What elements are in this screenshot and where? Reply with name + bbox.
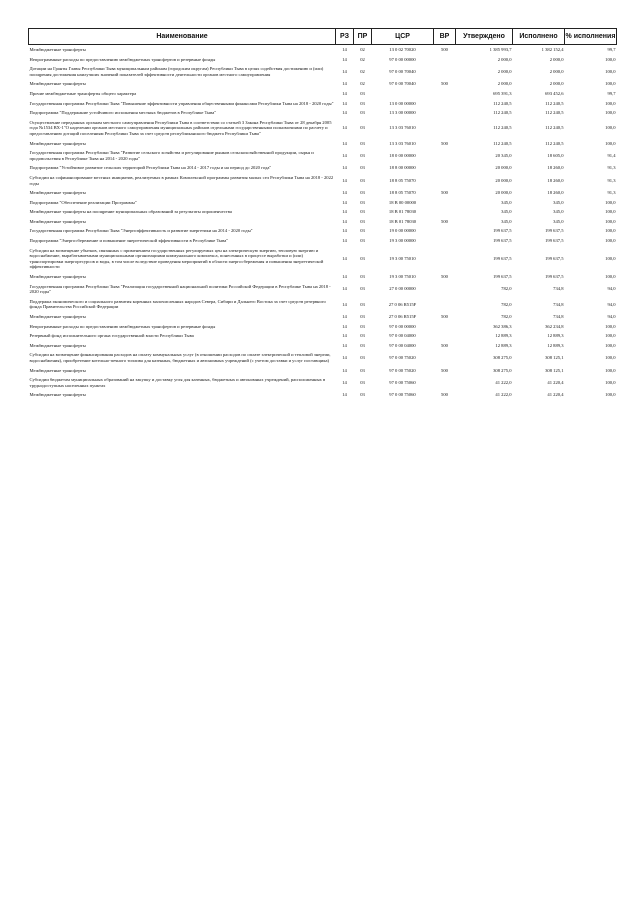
cell-executed: 308 125,1 bbox=[545, 355, 564, 361]
cell-vr bbox=[434, 350, 456, 365]
table-row bbox=[29, 236, 617, 246]
cell-csr: 97 0 00 04000 bbox=[389, 333, 416, 339]
cell-rz: 14 bbox=[342, 256, 347, 262]
cell-vr bbox=[434, 331, 456, 341]
cell-approved: 20 345,0 bbox=[495, 152, 512, 158]
cell-executed: 112 240,5 bbox=[545, 100, 564, 106]
cell-csr: 13 3 03 76010 bbox=[389, 140, 416, 146]
cell-approved: 2 000,0 bbox=[497, 81, 512, 87]
cell-rz: 14 bbox=[342, 367, 347, 373]
cell-executed: 199 637,5 bbox=[545, 238, 564, 244]
cell-vr bbox=[434, 64, 456, 79]
cell-csr: 18 8 05 75070 bbox=[389, 190, 416, 196]
cell-approved: 41 222,0 bbox=[495, 379, 512, 385]
cell-name: Межбюджетные трансферты bbox=[29, 190, 86, 196]
cell-csr: 18 8 00 00000 bbox=[389, 165, 416, 171]
cell-percent: 91,3 bbox=[607, 177, 616, 183]
cell-name: Подпрограмма "Устойчивое развитие сельских территорий Республики Тыва на 2014 - 2017 годы и на период до 2020 года" bbox=[29, 165, 272, 171]
cell-name: Государственная программа Республики Тыва "Повышение эффективности управления общественными финансами Республики Тыва на 2018 - 2020 годы" bbox=[29, 100, 334, 106]
cell-name: Субсидии на возмещение финансирования расходов на оплату коммунальных услуг (в отношении расходов по оплате электрической и тепловой энергии, водоснабжения), приобретение котельно-печного топлива для казенных, бюджетных и автономных учреждений (с учетом доставки и услуг поставщика) bbox=[29, 352, 331, 363]
table-row bbox=[29, 89, 617, 99]
cell-approved: 345,0 bbox=[501, 218, 512, 224]
cell-rz: 14 bbox=[342, 228, 347, 234]
table-row bbox=[29, 99, 617, 109]
cell-executed: 112 240,5 bbox=[545, 110, 564, 116]
cell-pr: 03 bbox=[360, 100, 365, 106]
cell-rz: 14 bbox=[342, 90, 347, 96]
cell-executed: 199 637,5 bbox=[545, 256, 564, 262]
cell-vr: 500 bbox=[441, 314, 448, 319]
cell-pr: 02 bbox=[360, 81, 365, 87]
cell-percent: 91,3 bbox=[607, 190, 616, 196]
cell-approved: 199 637,5 bbox=[493, 274, 512, 280]
cell-csr: 13 0 02 70020 bbox=[389, 47, 416, 52]
table-row bbox=[29, 188, 617, 198]
cell-csr: 18 В 00 00000 bbox=[388, 199, 417, 205]
cell-percent: 94,0 bbox=[607, 286, 616, 292]
cell-name: Подпрограмма "Обеспечение реализации Программы" bbox=[29, 199, 137, 205]
cell-name: Межбюджетные трансферты bbox=[29, 314, 86, 319]
cell-vr bbox=[434, 163, 456, 173]
cell-approved: 2 000,0 bbox=[497, 56, 512, 62]
cell-name: Межбюджетные трансферты bbox=[29, 140, 86, 146]
cell-pr: 02 bbox=[360, 47, 365, 52]
cell-vr bbox=[434, 148, 456, 163]
table-row bbox=[29, 173, 617, 188]
cell-rz: 14 bbox=[342, 238, 347, 244]
table-row bbox=[29, 55, 617, 65]
table-row bbox=[29, 118, 617, 139]
cell-pr: 03 bbox=[360, 333, 365, 339]
cell-csr: 27 0 00 00000 bbox=[389, 286, 416, 292]
cell-rz: 14 bbox=[342, 81, 347, 87]
cell-name: Субсидии на софинансирование местных инициатив, реализуемых в рамках Комплексной программы развития малых сел Республики Тыва на 2018 - 2022 годы bbox=[29, 174, 334, 186]
cell-vr bbox=[434, 322, 456, 332]
cell-executed: 18 260,0 bbox=[547, 177, 564, 183]
cell-name: Межбюджетные трансферты bbox=[29, 81, 86, 87]
cell-csr bbox=[372, 89, 434, 99]
cell-percent: 100,0 bbox=[605, 274, 616, 280]
table-row bbox=[29, 246, 617, 272]
table-row bbox=[29, 79, 617, 89]
cell-executed: 362 234,8 bbox=[545, 323, 564, 329]
cell-pr: 03 bbox=[360, 165, 365, 171]
cell-approved: 345,0 bbox=[501, 209, 512, 215]
cell-pr: 03 bbox=[360, 218, 365, 224]
cell-percent: 100,0 bbox=[605, 110, 616, 116]
table-row bbox=[29, 272, 617, 282]
cell-vr: 500 bbox=[441, 81, 448, 87]
cell-percent: 100,0 bbox=[605, 342, 616, 348]
cell-pr: 03 bbox=[360, 256, 365, 262]
cell-rz: 14 bbox=[342, 314, 347, 319]
cell-vr: 500 bbox=[441, 47, 448, 52]
cell-name: Межбюджетные трансферты bbox=[29, 342, 86, 348]
cell-rz: 14 bbox=[342, 323, 347, 329]
cell-vr: 500 bbox=[441, 274, 448, 280]
cell-percent: 100,0 bbox=[605, 228, 616, 234]
cell-name: Межбюджетные трансферты bbox=[29, 218, 86, 224]
cell-name: Непрограммные расходы по предоставлению межбюджетных трансфертов и резервные фонды bbox=[29, 323, 216, 329]
cell-pr: 03 bbox=[360, 301, 365, 307]
cell-percent: 99,7 bbox=[607, 47, 616, 52]
cell-csr: 97 0 00 75060 bbox=[389, 379, 416, 385]
cell-vr: 500 bbox=[441, 218, 448, 224]
cell-executed: 199 637,5 bbox=[545, 274, 564, 280]
cell-percent: 100,0 bbox=[605, 333, 616, 339]
cell-vr bbox=[434, 108, 456, 118]
cell-approved: 41 222,0 bbox=[495, 392, 512, 398]
cell-csr: 97 0 00 75060 bbox=[389, 392, 416, 398]
cell-vr bbox=[434, 55, 456, 65]
cell-approved: 345,0 bbox=[501, 199, 512, 205]
header-row bbox=[29, 29, 617, 45]
cell-pr: 03 bbox=[360, 152, 365, 158]
cell-executed: 18 605,0 bbox=[547, 152, 564, 158]
cell-executed: 41 220,4 bbox=[547, 392, 564, 398]
cell-pr: 03 bbox=[360, 177, 365, 183]
cell-vr: 500 bbox=[441, 190, 448, 196]
cell-vr: 500 bbox=[441, 140, 448, 146]
cell-vr bbox=[434, 282, 456, 297]
cell-vr bbox=[434, 375, 456, 390]
cell-executed: 345,0 bbox=[553, 218, 564, 224]
cell-approved: 782,0 bbox=[501, 314, 512, 319]
cell-executed: 2 000,0 bbox=[549, 68, 564, 74]
cell-percent: 100,0 bbox=[605, 140, 616, 146]
cell-rz: 14 bbox=[342, 68, 347, 74]
cell-percent: 100,0 bbox=[605, 323, 616, 329]
cell-approved: 2 000,0 bbox=[497, 68, 512, 74]
table-row bbox=[29, 297, 617, 312]
cell-vr bbox=[434, 226, 456, 236]
cell-approved: 199 637,5 bbox=[493, 238, 512, 244]
cell-csr: 97 0 00 75020 bbox=[389, 367, 416, 373]
table-row bbox=[29, 312, 617, 322]
cell-csr: 13 3 00 00000 bbox=[389, 110, 416, 116]
cell-pr: 03 bbox=[360, 342, 365, 348]
table-row bbox=[29, 375, 617, 390]
cell-approved: 112 240,5 bbox=[493, 125, 512, 131]
cell-name: Поддержка экономического и социального развития коренных малочисленных народов Севера, Сибири и Дальнего Востока за счет средств резервного фонда Правительства Российской Федерации bbox=[29, 298, 326, 310]
table-row bbox=[29, 139, 617, 149]
cell-pr: 03 bbox=[360, 379, 365, 385]
table-header bbox=[29, 29, 617, 45]
cell-csr: 19 3 00 00000 bbox=[389, 238, 416, 244]
table-row bbox=[29, 390, 617, 400]
cell-approved: 20 000,0 bbox=[495, 165, 512, 171]
cell-approved: 782,0 bbox=[501, 301, 512, 307]
cell-pr: 03 bbox=[360, 286, 365, 292]
table-row bbox=[29, 163, 617, 173]
cell-percent: 100,0 bbox=[605, 379, 616, 385]
table-row bbox=[29, 366, 617, 376]
cell-executed: 12 889,3 bbox=[547, 342, 564, 348]
cell-percent: 100,0 bbox=[605, 100, 616, 106]
cell-name: Прочие межбюджетные трансферты общего характера bbox=[29, 90, 137, 96]
header-executed: Исполнено bbox=[513, 29, 565, 45]
cell-csr: 18 8 05 75070 bbox=[389, 177, 416, 183]
cell-percent: 100,0 bbox=[605, 238, 616, 244]
cell-vr bbox=[434, 173, 456, 188]
header-percent: % исполнения bbox=[565, 29, 617, 45]
header-csr: ЦСР bbox=[372, 29, 434, 45]
header-approved: Утверждено bbox=[456, 29, 513, 45]
cell-rz: 14 bbox=[342, 190, 347, 196]
cell-executed: 734,8 bbox=[553, 301, 564, 307]
cell-csr: 18 0 00 00000 bbox=[389, 152, 416, 158]
cell-percent: 100,0 bbox=[605, 68, 616, 74]
cell-pr: 02 bbox=[360, 68, 365, 74]
cell-vr: 500 bbox=[441, 367, 448, 373]
cell-percent: 99,7 bbox=[607, 90, 616, 96]
cell-name: Государственная программа Республики Тыва "Энергоэффективность и развитие энергетики на 2014 - 2020 годы" bbox=[29, 228, 253, 234]
cell-pr: 03 bbox=[360, 367, 365, 373]
cell-approved: 362 386,3 bbox=[493, 323, 512, 329]
cell-executed: 112 240,5 bbox=[545, 125, 564, 131]
cell-approved: 112 240,5 bbox=[493, 110, 512, 116]
cell-executed: 693 452,6 bbox=[545, 90, 564, 96]
cell-csr: 18 В 01 78030 bbox=[388, 218, 417, 224]
cell-pr: 03 bbox=[360, 125, 365, 131]
cell-pr: 03 bbox=[360, 314, 365, 319]
cell-pr: 03 bbox=[360, 110, 365, 116]
cell-pr: 03 bbox=[360, 274, 365, 280]
cell-pr: 03 bbox=[360, 355, 365, 361]
cell-rz: 14 bbox=[342, 286, 347, 292]
cell-rz: 14 bbox=[342, 140, 347, 146]
cell-name: Межбюджетные трансферты bbox=[29, 367, 86, 373]
cell-name: Государственная программа Республики Тыва "Реализация государственной национальной политики Российской Федерации в Республике Тыва на 2018 - 2020 годы" bbox=[29, 283, 331, 295]
cell-name: Государственная программа Республики Тыва "Развитие сельского хозяйства и регулирование рынков сельскохозяйственной продукции, сырья и продовольствия в Республике Тыва на 2014 - 2020 годы" bbox=[29, 150, 314, 161]
header-rz: РЗ bbox=[336, 29, 354, 45]
cell-approved: 112 240,5 bbox=[493, 100, 512, 106]
cell-executed: 1 382 152,4 bbox=[541, 47, 564, 52]
cell-name: Субсидии на возмещение убытков, связанных с применением государственных регулируемых цен на электрическую энергию, тепловую энергию и водоснабжение, вырабатываемыми муниципальными организациями коммунального комплекса, понесенных в процессе выработки и (или) транспортировки энергоресурсов и воды, в том числе вследствие проведения мероприятий в области энергосбережения и повышения энергетической эффективности bbox=[29, 247, 324, 270]
cell-rz: 14 bbox=[342, 379, 347, 385]
cell-name: Межбюджетные трансферты на поощрение муниципальных образований за результаты опрошенчества bbox=[29, 209, 232, 215]
cell-rz: 14 bbox=[342, 177, 347, 183]
cell-percent: 94,0 bbox=[607, 301, 616, 307]
cell-approved: 1 385 993,7 bbox=[489, 47, 512, 52]
cell-rz: 14 bbox=[342, 342, 347, 348]
cell-vr: 500 bbox=[441, 392, 448, 398]
table-row bbox=[29, 148, 617, 163]
cell-approved: 112 240,5 bbox=[493, 140, 512, 146]
table-row bbox=[29, 322, 617, 332]
cell-executed: 2 000,0 bbox=[549, 56, 564, 62]
table-row bbox=[29, 207, 617, 217]
cell-percent: 100,0 bbox=[605, 392, 616, 398]
cell-vr bbox=[434, 89, 456, 99]
cell-csr: 18 В 01 78030 bbox=[388, 209, 417, 215]
cell-executed: 18 260,0 bbox=[547, 190, 564, 196]
cell-executed: 18 260,0 bbox=[547, 165, 564, 171]
cell-csr: 13 0 00 00000 bbox=[389, 100, 416, 106]
table-body bbox=[29, 45, 617, 400]
cell-executed: 345,0 bbox=[553, 209, 564, 215]
cell-rz: 14 bbox=[342, 274, 347, 280]
table-row bbox=[29, 45, 617, 55]
cell-approved: 782,0 bbox=[501, 286, 512, 292]
cell-executed: 12 889,3 bbox=[547, 333, 564, 339]
table-row bbox=[29, 341, 617, 351]
cell-rz: 14 bbox=[342, 165, 347, 171]
cell-executed: 2 000,0 bbox=[549, 81, 564, 87]
cell-csr: 27 0 06 R515F bbox=[388, 314, 417, 319]
cell-name: Резервный фонд исполнительного органа государственной власти Республики Тыва bbox=[29, 333, 194, 339]
cell-csr: 97 0 00 70040 bbox=[389, 68, 416, 74]
cell-name: Подпрограмма "Поддержание устойчивого исполнения местных бюджетов в Республике Тыва" bbox=[29, 110, 217, 116]
table-row bbox=[29, 108, 617, 118]
cell-csr: 19 3 00 75010 bbox=[389, 274, 416, 280]
cell-csr: 19 3 00 75010 bbox=[389, 256, 416, 262]
cell-rz: 14 bbox=[342, 209, 347, 215]
cell-percent: 100,0 bbox=[605, 81, 616, 87]
table-row bbox=[29, 64, 617, 79]
budget-execution-table bbox=[28, 28, 617, 400]
cell-pr: 03 bbox=[360, 392, 365, 398]
cell-name: Межбюджетные трансферты bbox=[29, 392, 86, 398]
cell-approved: 308 275,0 bbox=[493, 367, 512, 373]
cell-vr bbox=[434, 198, 456, 208]
table-row bbox=[29, 217, 617, 227]
cell-name: Подпрограмма "Энергосбережение и повышение энергетической эффективности в Республике Тыва" bbox=[29, 238, 229, 244]
cell-executed: 734,8 bbox=[553, 314, 564, 319]
cell-name: Межбюджетные трансферты bbox=[29, 274, 86, 280]
cell-csr: 13 3 03 76010 bbox=[389, 125, 416, 131]
cell-approved: 199 637,5 bbox=[493, 256, 512, 262]
cell-pr: 02 bbox=[360, 56, 365, 62]
cell-percent: 100,0 bbox=[605, 209, 616, 215]
cell-name: Дотации на Гранты Главы Республики Тыва муниципальным районам (городским округам) Республики Тыва в целях содействия достижению и (или) поощрения достижения наилучших значений показателей эффективности деятельности органов местного самоуправления bbox=[29, 66, 324, 77]
cell-approved: 308 275,0 bbox=[493, 355, 512, 361]
cell-executed: 345,0 bbox=[553, 199, 564, 205]
cell-csr: 19 0 00 00000 bbox=[389, 228, 416, 234]
cell-vr bbox=[434, 297, 456, 312]
cell-pr: 03 bbox=[360, 323, 365, 329]
cell-percent: 100,0 bbox=[605, 218, 616, 224]
cell-percent: 100,0 bbox=[605, 367, 616, 373]
cell-rz: 14 bbox=[342, 110, 347, 116]
table-row bbox=[29, 350, 617, 365]
cell-csr: 97 0 00 00000 bbox=[389, 56, 416, 62]
cell-vr: 500 bbox=[441, 342, 448, 348]
cell-rz: 14 bbox=[342, 301, 347, 307]
cell-approved: 12 889,3 bbox=[495, 333, 512, 339]
table-row bbox=[29, 282, 617, 297]
header-pr: ПР bbox=[354, 29, 372, 45]
header-name: Наименование bbox=[29, 29, 336, 45]
cell-vr bbox=[434, 246, 456, 272]
cell-pr: 03 bbox=[360, 209, 365, 215]
cell-percent: 91,3 bbox=[607, 165, 616, 171]
cell-csr: 27 0 06 R515F bbox=[388, 301, 417, 307]
cell-approved: 20 000,0 bbox=[495, 177, 512, 183]
cell-executed: 199 637,5 bbox=[545, 228, 564, 234]
cell-executed: 112 240,5 bbox=[545, 140, 564, 146]
cell-rz: 14 bbox=[342, 333, 347, 339]
cell-rz: 14 bbox=[342, 47, 347, 52]
cell-rz: 14 bbox=[342, 56, 347, 62]
cell-approved: 20 000,0 bbox=[495, 190, 512, 196]
cell-rz: 14 bbox=[342, 199, 347, 205]
cell-name: Непрограммные расходы по предоставлению межбюджетных трансфертов и резервные фонды bbox=[29, 56, 216, 62]
cell-rz: 14 bbox=[342, 152, 347, 158]
cell-rz: 14 bbox=[342, 125, 347, 131]
cell-csr: 97 0 00 70040 bbox=[389, 81, 416, 87]
cell-name: Межбюджетные трансферты bbox=[29, 47, 86, 52]
table-row bbox=[29, 331, 617, 341]
header-vr: ВР bbox=[434, 29, 456, 45]
cell-vr bbox=[434, 99, 456, 109]
table-row bbox=[29, 198, 617, 208]
cell-csr: 97 0 00 75020 bbox=[389, 355, 416, 361]
cell-percent: 100,0 bbox=[605, 256, 616, 262]
cell-approved: 199 637,5 bbox=[493, 228, 512, 234]
cell-vr bbox=[434, 207, 456, 217]
cell-pr: 03 bbox=[360, 238, 365, 244]
cell-percent: 100,0 bbox=[605, 199, 616, 205]
cell-rz: 14 bbox=[342, 392, 347, 398]
cell-rz: 14 bbox=[342, 355, 347, 361]
cell-approved: 12 889,3 bbox=[495, 342, 512, 348]
cell-approved: 695 391,3 bbox=[493, 90, 512, 96]
cell-percent: 100,0 bbox=[605, 355, 616, 361]
cell-rz: 14 bbox=[342, 100, 347, 106]
cell-executed: 41 220,4 bbox=[547, 379, 564, 385]
cell-pr: 03 bbox=[360, 199, 365, 205]
cell-pr: 03 bbox=[360, 90, 365, 96]
cell-name: Осуществление переданных органам местного самоуправления Республики Тыва в соответствии со статьей 3 Закона Республики Тыва от 28 декабря 2005 года №1534 ВХ-1"О наделении органов местного самоуправления муниципальных районов отдельными государственными полномочиями по расчету и предоставлению дотаций поселениям Республики Тыва за счет средств республиканского бюджета Республики Тыва" bbox=[29, 119, 332, 136]
cell-rz: 14 bbox=[342, 218, 347, 224]
cell-percent: 100,0 bbox=[605, 56, 616, 62]
table-row bbox=[29, 226, 617, 236]
cell-percent: 94,0 bbox=[607, 314, 616, 319]
cell-percent: 91,4 bbox=[607, 152, 616, 158]
cell-pr: 03 bbox=[360, 190, 365, 196]
cell-name: Субсидии бюджетам муниципальных образований на закупку и доставку угля для казенных, бюджетных и автономных учреждений, расположенных в труднодоступных населенных пунктах bbox=[29, 377, 326, 388]
cell-csr: 97 0 00 04000 bbox=[389, 342, 416, 348]
cell-executed: 308 125,1 bbox=[545, 367, 564, 373]
cell-vr bbox=[434, 118, 456, 139]
cell-percent: 100,0 bbox=[605, 125, 616, 131]
cell-pr: 03 bbox=[360, 140, 365, 146]
cell-pr: 03 bbox=[360, 228, 365, 234]
cell-vr bbox=[434, 236, 456, 246]
cell-csr: 97 0 00 00000 bbox=[389, 323, 416, 329]
cell-executed: 734,8 bbox=[553, 286, 564, 292]
